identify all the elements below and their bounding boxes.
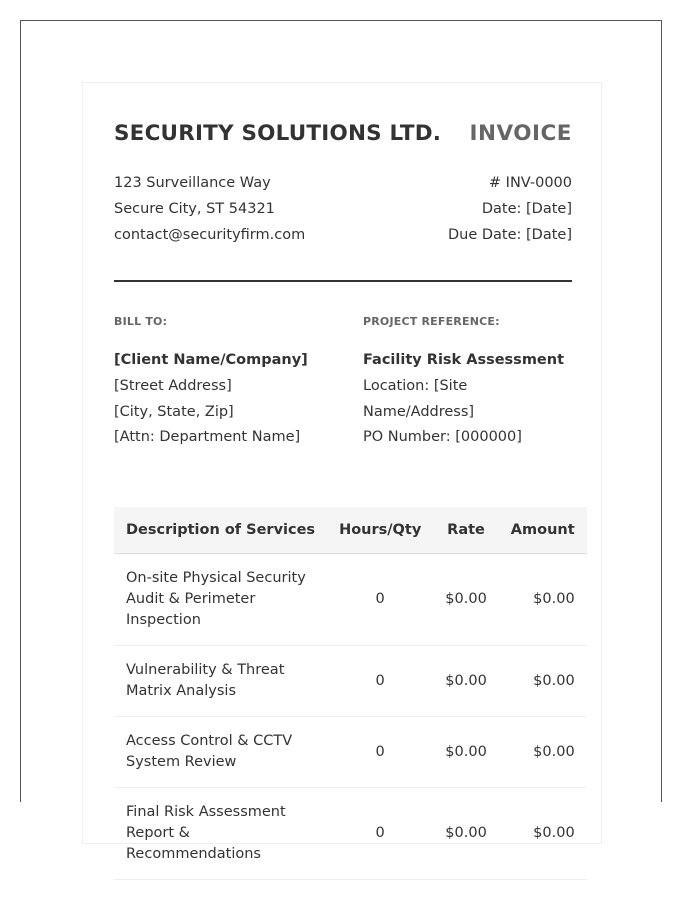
table-header-row xyxy=(114,507,587,554)
project-reference-label: PROJECT REFERENCE: xyxy=(363,315,500,328)
invoice-header xyxy=(114,121,572,151)
bill-to-label: BILL TO: xyxy=(114,315,168,328)
service-qty: 0 xyxy=(327,717,433,788)
company-address xyxy=(114,170,305,248)
company-street: 123 Surveillance Way xyxy=(114,175,271,191)
invoice-title: INVOICE xyxy=(469,121,572,146)
service-description: On-site Physical Security Audit & Perimeter Inspection xyxy=(114,554,327,646)
table-row xyxy=(114,554,587,646)
service-description: Access Control & CCTV System Review xyxy=(114,717,327,788)
table-row xyxy=(114,788,587,880)
client-name: [Client Name/Company] xyxy=(114,352,308,368)
service-amount: $0.00 xyxy=(499,646,587,717)
services-table xyxy=(114,507,587,880)
project-name: Facility Risk Assessment xyxy=(363,352,565,368)
service-amount: $0.00 xyxy=(499,788,587,880)
header-divider xyxy=(114,280,572,282)
header-amount: Amount xyxy=(499,507,587,554)
company-name: SECURITY SOLUTIONS LTD. xyxy=(114,121,442,146)
table-row xyxy=(114,717,587,788)
service-rate: $0.00 xyxy=(433,646,499,717)
invoice-date: Date: [Date] xyxy=(481,201,572,217)
project-po-number: PO Number: [000000] xyxy=(363,429,522,446)
company-city: Secure City, ST 54321 xyxy=(114,201,275,217)
client-street: [Street Address] xyxy=(114,377,232,394)
service-amount: $0.00 xyxy=(499,717,587,788)
service-qty: 0 xyxy=(327,788,433,880)
client-attn: [Attn: Department Name] xyxy=(114,429,301,446)
service-rate: $0.00 xyxy=(433,717,499,788)
header-hours-qty: Hours/Qty xyxy=(327,507,433,554)
client-city: [City, State, Zip] xyxy=(114,403,234,420)
project-reference-section xyxy=(363,315,578,451)
project-location: Location: [Site Name/Address] xyxy=(363,377,475,420)
invoice-due-date: Due Date: [Date] xyxy=(447,227,572,243)
table-row xyxy=(114,646,587,717)
service-rate: $0.00 xyxy=(433,554,499,646)
bill-to-section xyxy=(114,315,334,451)
invoice-meta xyxy=(448,170,572,248)
service-rate: $0.00 xyxy=(433,788,499,880)
invoice-sheet xyxy=(82,82,602,862)
invoice-number: # INV-0000 xyxy=(488,175,572,191)
service-description: Vulnerability & Threat Matrix Analysis xyxy=(114,646,327,717)
service-qty: 0 xyxy=(327,554,433,646)
bill-to-details xyxy=(114,348,334,451)
project-details xyxy=(363,348,578,451)
service-description: Final Risk Assessment Report & Recommendations xyxy=(114,788,327,880)
company-email: contact@securityfirm.com xyxy=(114,227,306,243)
document-viewport xyxy=(20,20,662,862)
header-description: Description of Services xyxy=(114,507,327,554)
service-qty: 0 xyxy=(327,646,433,717)
header-rate: Rate xyxy=(433,507,499,554)
service-amount: $0.00 xyxy=(499,554,587,646)
